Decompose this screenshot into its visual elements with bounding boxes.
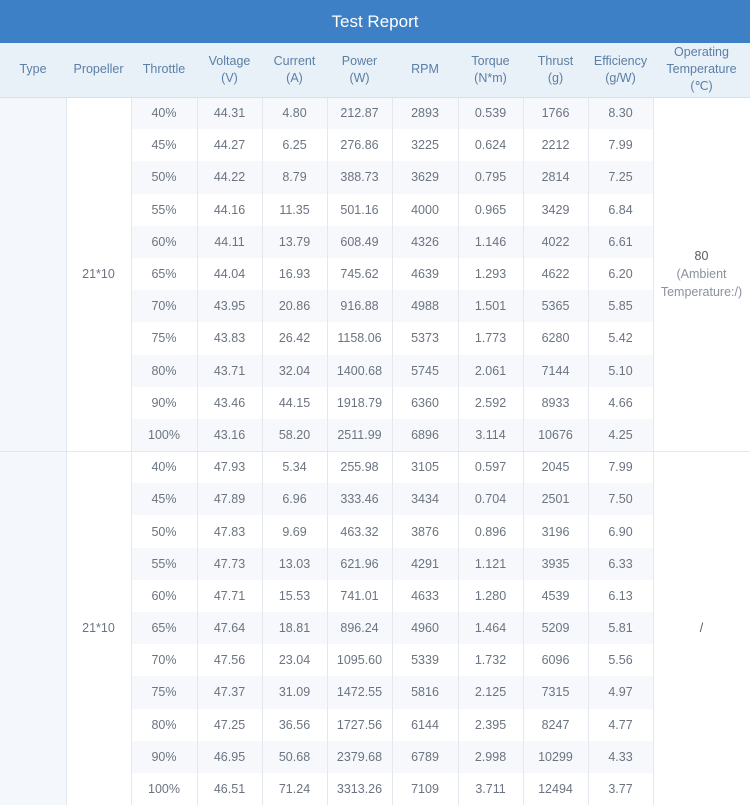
power-cell: 3313.26: [327, 773, 392, 805]
voltage-cell: 44.16: [197, 194, 262, 226]
power-cell: 1158.06: [327, 322, 392, 354]
throttle-cell: 75%: [131, 676, 197, 708]
throttle-cell: 45%: [131, 483, 197, 515]
thrust-cell: 5365: [523, 290, 588, 322]
rpm-cell: 4326: [392, 226, 458, 258]
rpm-cell: 3225: [392, 129, 458, 161]
temperature-value: /: [699, 621, 704, 636]
rpm-cell: 3876: [392, 515, 458, 547]
table-row: [0, 97, 750, 129]
power-cell: 333.46: [327, 483, 392, 515]
thrust-cell: 8933: [523, 387, 588, 419]
header-efficiency: Efficiency (g/W): [588, 43, 653, 97]
power-cell: 1400.68: [327, 355, 392, 387]
voltage-cell: 44.11: [197, 226, 262, 258]
throttle-cell: 40%: [131, 451, 197, 483]
throttle-cell: 65%: [131, 258, 197, 290]
torque-cell: 0.965: [458, 194, 523, 226]
torque-cell: 1.464: [458, 612, 523, 644]
throttle-cell: 50%: [131, 515, 197, 547]
torque-cell: 0.795: [458, 161, 523, 193]
throttle-cell: 45%: [131, 129, 197, 161]
current-cell: 16.93: [262, 258, 327, 290]
rpm-cell: 4960: [392, 612, 458, 644]
throttle-cell: 80%: [131, 355, 197, 387]
power-cell: 621.96: [327, 548, 392, 580]
rpm-cell: 4000: [392, 194, 458, 226]
power-cell: 1918.79: [327, 387, 392, 419]
current-cell: 32.04: [262, 355, 327, 387]
efficiency-cell: 3.77: [588, 773, 653, 805]
voltage-cell: 43.83: [197, 322, 262, 354]
voltage-cell: 47.64: [197, 612, 262, 644]
header-propeller: Propeller: [66, 43, 131, 97]
power-cell: 1472.55: [327, 676, 392, 708]
throttle-cell: 70%: [131, 644, 197, 676]
torque-cell: 1.146: [458, 226, 523, 258]
thrust-cell: 10676: [523, 419, 588, 451]
temperature-note: (Ambient Temperature:/): [660, 267, 743, 300]
rpm-cell: 3434: [392, 483, 458, 515]
header-current: Current (A): [262, 43, 327, 97]
power-cell: 1727.56: [327, 709, 392, 741]
operating-temperature-cell: [653, 97, 750, 451]
rpm-cell: 3105: [392, 451, 458, 483]
torque-cell: 1.773: [458, 322, 523, 354]
power-cell: 276.86: [327, 129, 392, 161]
rpm-cell: 4291: [392, 548, 458, 580]
throttle-cell: 100%: [131, 773, 197, 805]
propeller-cell: 21*10: [66, 97, 131, 451]
efficiency-cell: 5.56: [588, 644, 653, 676]
temperature-value: 80: [694, 249, 709, 264]
voltage-cell: 47.89: [197, 483, 262, 515]
thrust-cell: 10299: [523, 741, 588, 773]
rpm-cell: 5745: [392, 355, 458, 387]
thrust-cell: 4622: [523, 258, 588, 290]
voltage-cell: 44.27: [197, 129, 262, 161]
torque-cell: 2.395: [458, 709, 523, 741]
throttle-cell: 70%: [131, 290, 197, 322]
operating-temperature-cell: [653, 451, 750, 805]
voltage-cell: 46.95: [197, 741, 262, 773]
rpm-cell: 4988: [392, 290, 458, 322]
efficiency-cell: 5.10: [588, 355, 653, 387]
torque-cell: 2.998: [458, 741, 523, 773]
rpm-cell: 6360: [392, 387, 458, 419]
header-thrust: Thrust (g): [523, 43, 588, 97]
header-temperature: Operating Temperature (℃): [653, 43, 750, 97]
rpm-cell: 4633: [392, 580, 458, 612]
rpm-cell: 4639: [392, 258, 458, 290]
torque-cell: 0.624: [458, 129, 523, 161]
current-cell: 6.25: [262, 129, 327, 161]
current-cell: 26.42: [262, 322, 327, 354]
current-cell: 13.79: [262, 226, 327, 258]
throttle-cell: 90%: [131, 741, 197, 773]
current-cell: 71.24: [262, 773, 327, 805]
thrust-cell: 2501: [523, 483, 588, 515]
thrust-cell: 12494: [523, 773, 588, 805]
power-cell: 212.87: [327, 97, 392, 129]
throttle-cell: 55%: [131, 194, 197, 226]
efficiency-cell: 4.33: [588, 741, 653, 773]
rpm-cell: 6896: [392, 419, 458, 451]
efficiency-cell: 6.20: [588, 258, 653, 290]
power-cell: 745.62: [327, 258, 392, 290]
thrust-cell: 6280: [523, 322, 588, 354]
propeller-cell: 21*10: [66, 451, 131, 805]
efficiency-cell: 4.97: [588, 676, 653, 708]
rpm-cell: 7109: [392, 773, 458, 805]
efficiency-cell: 7.99: [588, 129, 653, 161]
throttle-cell: 60%: [131, 580, 197, 612]
torque-cell: 1.501: [458, 290, 523, 322]
voltage-cell: 44.22: [197, 161, 262, 193]
rpm-cell: 5339: [392, 644, 458, 676]
rpm-cell: 5373: [392, 322, 458, 354]
thrust-cell: 3429: [523, 194, 588, 226]
thrust-cell: 3935: [523, 548, 588, 580]
power-cell: 463.32: [327, 515, 392, 547]
throttle-cell: 100%: [131, 419, 197, 451]
power-cell: 896.24: [327, 612, 392, 644]
power-cell: 741.01: [327, 580, 392, 612]
power-cell: 2379.68: [327, 741, 392, 773]
header-rpm: RPM: [392, 43, 458, 97]
current-cell: 6.96: [262, 483, 327, 515]
thrust-cell: 7144: [523, 355, 588, 387]
current-cell: 23.04: [262, 644, 327, 676]
torque-cell: 3.711: [458, 773, 523, 805]
current-cell: 18.81: [262, 612, 327, 644]
efficiency-cell: 5.42: [588, 322, 653, 354]
power-cell: 2511.99: [327, 419, 392, 451]
table-row: [0, 451, 750, 483]
thrust-cell: 8247: [523, 709, 588, 741]
current-cell: 15.53: [262, 580, 327, 612]
rpm-cell: 3629: [392, 161, 458, 193]
power-cell: 255.98: [327, 451, 392, 483]
current-cell: 31.09: [262, 676, 327, 708]
torque-cell: 1.293: [458, 258, 523, 290]
rpm-cell: 6789: [392, 741, 458, 773]
voltage-cell: 43.71: [197, 355, 262, 387]
thrust-cell: 2045: [523, 451, 588, 483]
type-cell: [0, 97, 66, 451]
power-cell: 916.88: [327, 290, 392, 322]
voltage-cell: 47.56: [197, 644, 262, 676]
thrust-cell: 7315: [523, 676, 588, 708]
torque-cell: 1.121: [458, 548, 523, 580]
voltage-cell: 47.71: [197, 580, 262, 612]
report-title: Test Report: [0, 0, 750, 43]
thrust-cell: 1766: [523, 97, 588, 129]
efficiency-cell: 7.25: [588, 161, 653, 193]
power-cell: 388.73: [327, 161, 392, 193]
voltage-cell: 47.25: [197, 709, 262, 741]
current-cell: 20.86: [262, 290, 327, 322]
torque-cell: 0.597: [458, 451, 523, 483]
header-power: Power (W): [327, 43, 392, 97]
voltage-cell: 47.93: [197, 451, 262, 483]
rpm-cell: 5816: [392, 676, 458, 708]
current-cell: 8.79: [262, 161, 327, 193]
current-cell: 9.69: [262, 515, 327, 547]
throttle-cell: 50%: [131, 161, 197, 193]
efficiency-cell: 6.90: [588, 515, 653, 547]
throttle-cell: 40%: [131, 97, 197, 129]
torque-cell: 0.704: [458, 483, 523, 515]
header-torque: Torque (N*m): [458, 43, 523, 97]
header-throttle: Throttle: [131, 43, 197, 97]
efficiency-cell: 5.85: [588, 290, 653, 322]
efficiency-cell: 8.30: [588, 97, 653, 129]
efficiency-cell: 6.61: [588, 226, 653, 258]
thrust-cell: 4022: [523, 226, 588, 258]
voltage-cell: 47.73: [197, 548, 262, 580]
efficiency-cell: 4.25: [588, 419, 653, 451]
power-cell: 608.49: [327, 226, 392, 258]
torque-cell: 0.896: [458, 515, 523, 547]
throttle-cell: 90%: [131, 387, 197, 419]
efficiency-cell: 6.84: [588, 194, 653, 226]
voltage-cell: 43.46: [197, 387, 262, 419]
efficiency-cell: 7.50: [588, 483, 653, 515]
efficiency-cell: 4.77: [588, 709, 653, 741]
thrust-cell: 6096: [523, 644, 588, 676]
thrust-cell: 4539: [523, 580, 588, 612]
current-cell: 5.34: [262, 451, 327, 483]
throttle-cell: 60%: [131, 226, 197, 258]
voltage-cell: 43.95: [197, 290, 262, 322]
thrust-cell: 2814: [523, 161, 588, 193]
current-cell: 50.68: [262, 741, 327, 773]
voltage-cell: 46.51: [197, 773, 262, 805]
rpm-cell: 6144: [392, 709, 458, 741]
torque-cell: 2.592: [458, 387, 523, 419]
current-cell: 13.03: [262, 548, 327, 580]
voltage-cell: 47.83: [197, 515, 262, 547]
efficiency-cell: 4.66: [588, 387, 653, 419]
throttle-cell: 75%: [131, 322, 197, 354]
table-body: [0, 97, 750, 805]
torque-cell: 1.280: [458, 580, 523, 612]
torque-cell: 1.732: [458, 644, 523, 676]
voltage-cell: 44.04: [197, 258, 262, 290]
throttle-cell: 65%: [131, 612, 197, 644]
current-cell: 11.35: [262, 194, 327, 226]
type-cell: [0, 451, 66, 805]
power-cell: 1095.60: [327, 644, 392, 676]
rpm-cell: 2893: [392, 97, 458, 129]
current-cell: 58.20: [262, 419, 327, 451]
current-cell: 4.80: [262, 97, 327, 129]
power-cell: 501.16: [327, 194, 392, 226]
header-voltage: Voltage (V): [197, 43, 262, 97]
torque-cell: 3.114: [458, 419, 523, 451]
torque-cell: 0.539: [458, 97, 523, 129]
throttle-cell: 55%: [131, 548, 197, 580]
voltage-cell: 43.16: [197, 419, 262, 451]
efficiency-cell: 6.33: [588, 548, 653, 580]
voltage-cell: 44.31: [197, 97, 262, 129]
current-cell: 44.15: [262, 387, 327, 419]
header-row: [0, 43, 750, 97]
torque-cell: 2.061: [458, 355, 523, 387]
efficiency-cell: 7.99: [588, 451, 653, 483]
current-cell: 36.56: [262, 709, 327, 741]
header-type: Type: [0, 43, 66, 97]
thrust-cell: 2212: [523, 129, 588, 161]
torque-cell: 2.125: [458, 676, 523, 708]
efficiency-cell: 6.13: [588, 580, 653, 612]
thrust-cell: 3196: [523, 515, 588, 547]
thrust-cell: 5209: [523, 612, 588, 644]
voltage-cell: 47.37: [197, 676, 262, 708]
efficiency-cell: 5.81: [588, 612, 653, 644]
throttle-cell: 80%: [131, 709, 197, 741]
test-report-table: [0, 43, 750, 805]
